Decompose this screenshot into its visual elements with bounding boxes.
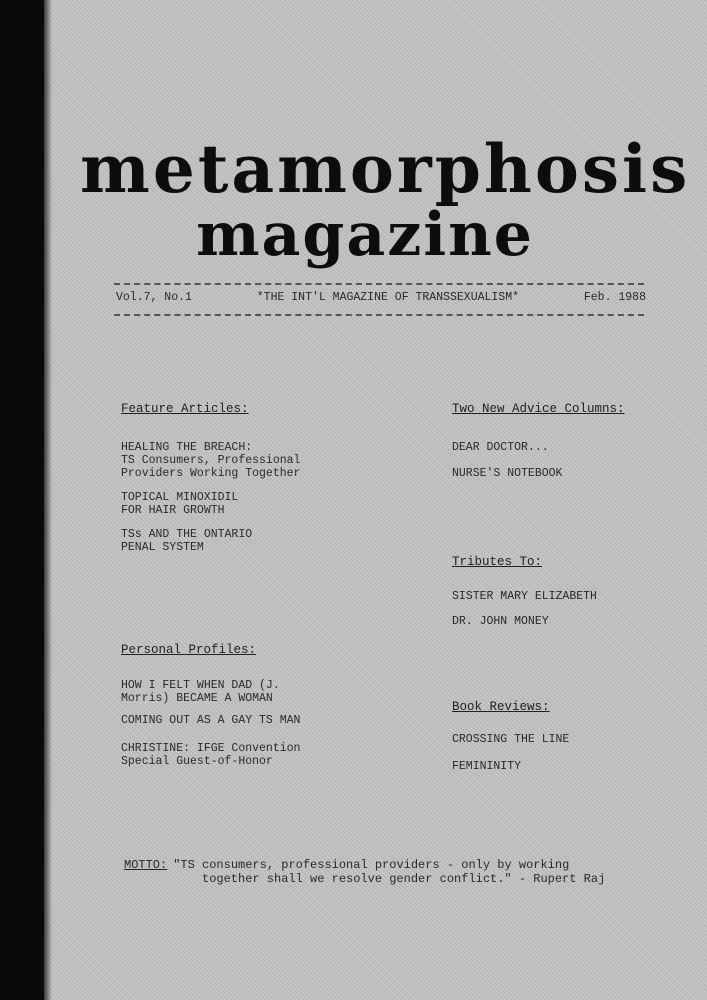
book-review: CROSSING THE LINE	[452, 733, 570, 746]
book-review: FEMININITY	[452, 760, 522, 773]
feature-article: TOPICAL MINOXIDIL FOR HAIR GROWTH	[121, 491, 239, 517]
advice-column: NURSE'S NOTEBOOK	[452, 467, 563, 480]
feature-article: TSs AND THE ONTARIO PENAL SYSTEM	[121, 528, 253, 554]
dashed-rule-top	[114, 283, 644, 285]
issue-line	[116, 291, 646, 304]
spine-shadow	[44, 0, 52, 1000]
dashed-rule-bottom	[114, 314, 644, 316]
feature-article: HEALING THE BREACH: TS Consumers, Professional Providers Working Together	[121, 441, 301, 480]
masthead-title: metamorphosis	[80, 130, 691, 208]
issue-tagline: *THE INT'L MAGAZINE OF TRANSSEXUALISM*	[256, 291, 520, 304]
issue-date: Feb. 1988	[583, 291, 646, 304]
tributes-heading: Tributes To:	[452, 555, 543, 569]
motto-label: MOTTO:	[124, 858, 168, 872]
book-reviews-heading: Book Reviews:	[452, 700, 550, 714]
masthead-subtitle: magazine	[196, 200, 534, 270]
motto-text-line1: "TS consumers, professional providers - only by working	[173, 858, 570, 872]
motto-text-line2: together shall we resolve gender conflict." - Rupert Raj	[202, 872, 606, 886]
advice-column: DEAR DOCTOR...	[452, 441, 549, 454]
tribute: SISTER MARY ELIZABETH	[452, 590, 597, 603]
motto	[124, 858, 694, 886]
personal-profiles-heading: Personal Profiles:	[121, 643, 257, 657]
issue-volume: Vol.7, No.1	[116, 291, 192, 304]
personal-profile: HOW I FELT WHEN DAD (J. Morris) BECAME A WOMAN	[121, 679, 280, 705]
feature-articles-heading: Feature Articles:	[121, 402, 249, 416]
advice-columns-heading: Two New Advice Columns:	[452, 402, 625, 416]
binding-spine	[0, 0, 44, 1000]
tribute: DR. JOHN MONEY	[452, 615, 549, 628]
personal-profile: COMING OUT AS A GAY TS MAN	[121, 714, 301, 727]
personal-profile: CHRISTINE: IFGE Convention Special Guest-of-Honor	[121, 742, 301, 768]
